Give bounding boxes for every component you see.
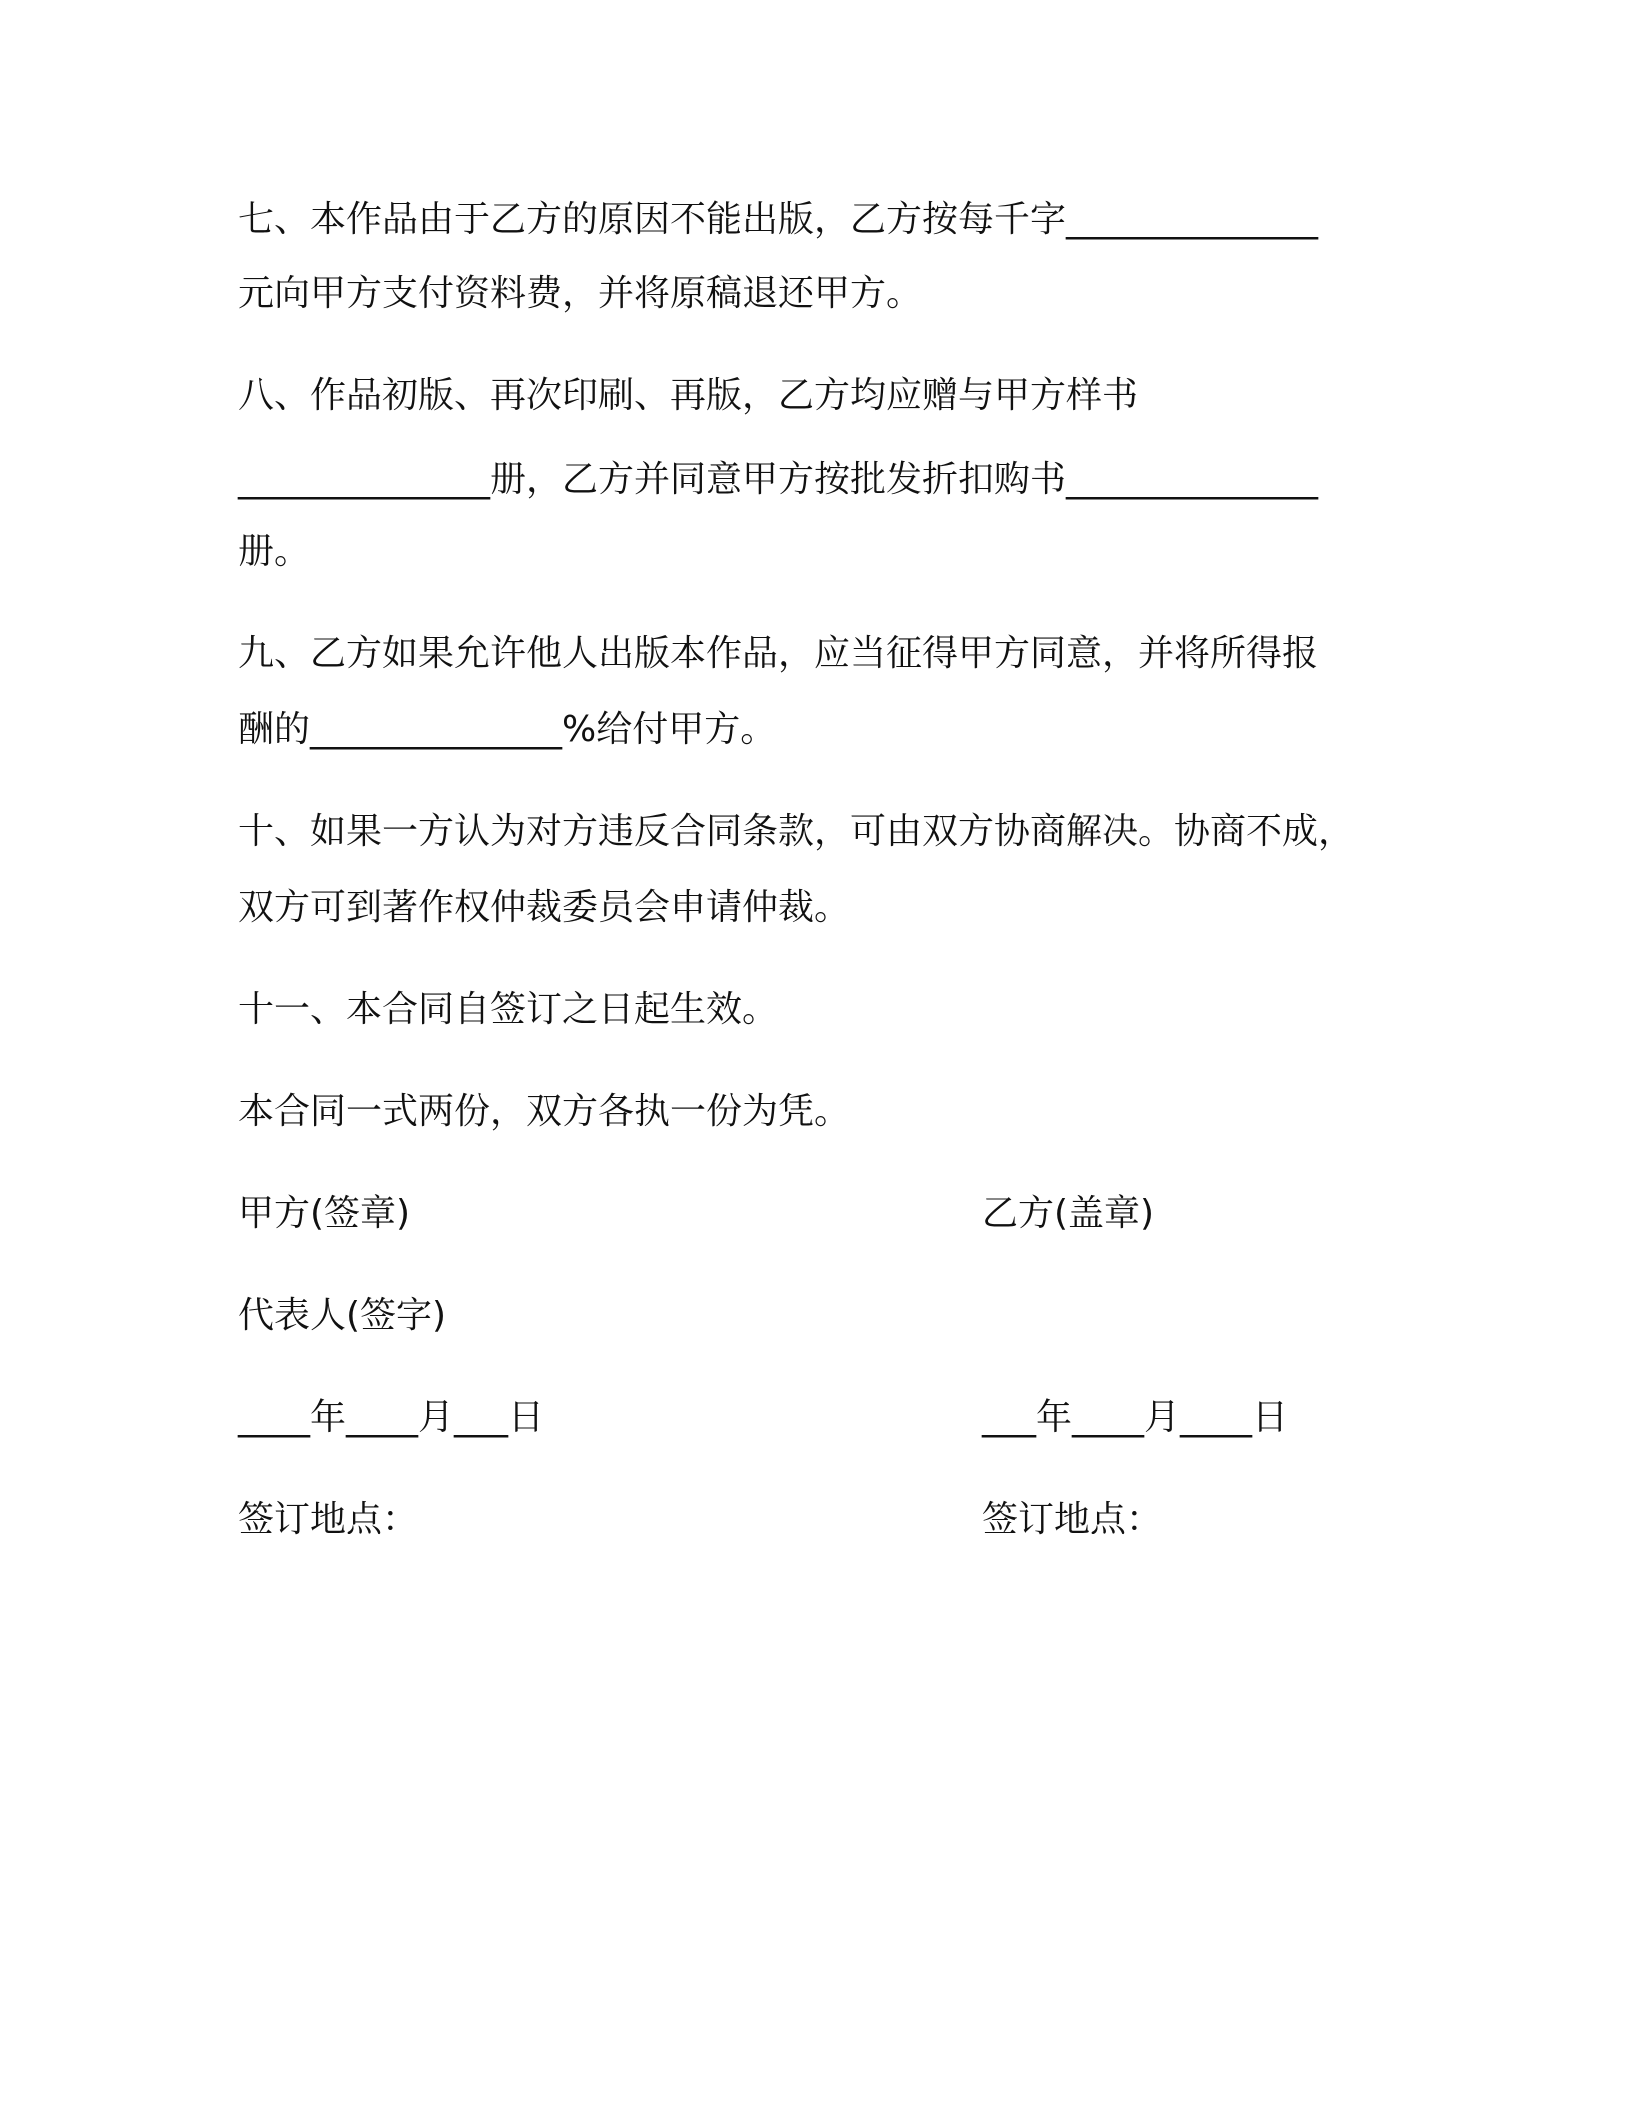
copies-statement: 本合同一式两份，双方各执一份为凭。 xyxy=(238,1091,851,1132)
party-a-signature-label: 甲方(签章) xyxy=(238,1193,411,1234)
clause-8-line-2: ______________册，乙方并同意甲方按批发折扣购书______________ xyxy=(238,459,1319,500)
clause-10-line-2: 双方可到著作权仲裁委员会申请仲裁。 xyxy=(238,887,851,928)
clause-9-line-1: 九、乙方如果允许他人出版本作品，应当征得甲方同意，并将所得报 xyxy=(238,633,1319,674)
clause-11-line-1: 十一、本合同自签订之日起生效。 xyxy=(238,989,779,1030)
clause-7-line-1: 七、本作品由于乙方的原因不能出版，乙方按每千字______________ xyxy=(238,199,1319,240)
clause-8-line-3: 册。 xyxy=(238,531,311,572)
party-b-place: 签订地点： xyxy=(982,1499,1163,1540)
clause-9-line-2: 酬的______________%给付甲方。 xyxy=(238,709,777,750)
clause-7-line-2: 元向甲方支付资料费，并将原稿退还甲方。 xyxy=(238,273,923,314)
party-a-representative-label: 代表人(签字) xyxy=(238,1295,447,1336)
party-a-place: 签订地点： xyxy=(238,1499,419,1540)
party-b-seal-label: 乙方(盖章) xyxy=(982,1193,1155,1234)
clause-10-line-1: 十、如果一方认为对方违反合同条款，可由双方协商解决。协商不成， xyxy=(238,811,1355,852)
party-a-date: ____年____月___日 xyxy=(238,1397,545,1438)
party-b-date: ___年____月____日 xyxy=(982,1397,1289,1438)
clause-8-line-1: 八、作品初版、再次印刷、再版，乙方均应赠与甲方样书 xyxy=(238,375,1139,416)
